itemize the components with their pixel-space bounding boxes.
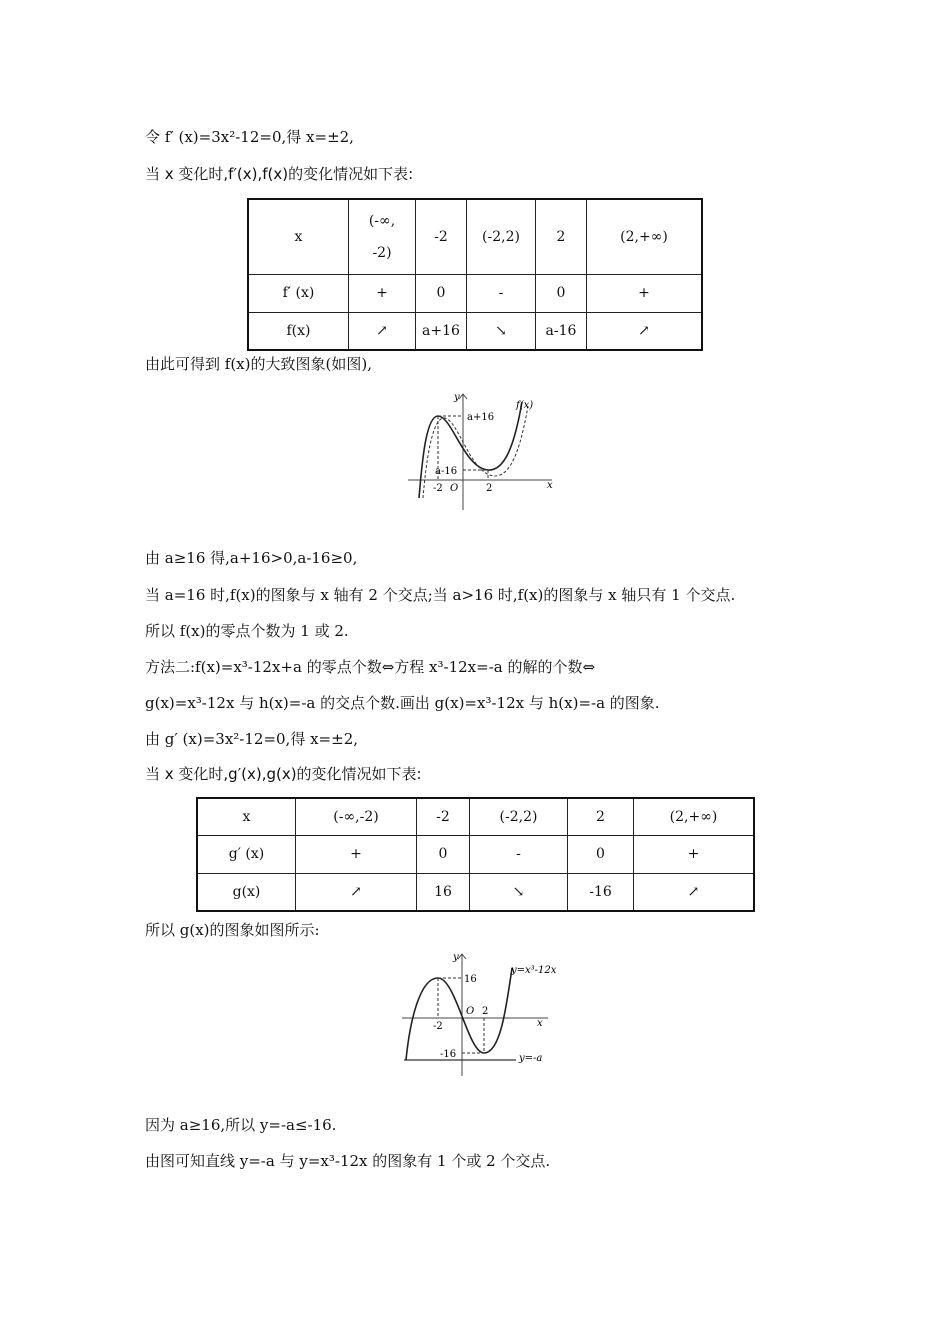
figure-f-graph: [404, 390, 556, 512]
table-cell: -2: [416, 199, 467, 274]
table-cell: 2: [568, 798, 634, 835]
table-cell: (-2,2): [470, 798, 568, 835]
text-line-5: 当 a=16 时,f(x)的图象与 x 轴有 2 个交点;当 a>16 时,f(x)的图象与 x 轴只有 1 个交点.: [145, 586, 736, 604]
text-line-1: 令 f′ (x)=3x²-12=0,得 x=±2,: [145, 128, 354, 146]
table-cell: 16: [417, 873, 470, 911]
text-line-11: 所以 g(x)的图象如图所示:: [145, 921, 320, 939]
table-row: [197, 873, 754, 911]
table-cell: a+16: [416, 312, 467, 350]
tick-label: 2: [486, 483, 493, 494]
table-row: [197, 835, 754, 873]
table-cell: x: [197, 798, 296, 835]
table-cell: a-16: [536, 312, 587, 350]
table-cell: 0: [568, 835, 634, 873]
table-cell: 2: [536, 199, 587, 274]
table-cell: -: [467, 274, 536, 312]
y-label: y: [454, 392, 460, 403]
table-cell: +: [634, 835, 755, 873]
text-line-8: g(x)=x³-12x 与 h(x)=-a 的交点个数.画出 g(x)=x³-12x 与 h(x)=-a 的图象.: [145, 694, 660, 712]
table-cell: ↗: [634, 873, 755, 911]
curve-label: f(x): [516, 400, 534, 411]
text-line-7: 方法二:f(x)=x³-12x+a 的零点个数⇔方程 x³-12x=-a 的解的个数⇔: [145, 658, 596, 676]
table-cell: 0: [536, 274, 587, 312]
table-cell: -2: [417, 798, 470, 835]
table-cell: ↘: [470, 873, 568, 911]
text-line-12: 因为 a≥16,所以 y=-a≤-16.: [145, 1116, 337, 1134]
x-label: x: [537, 1018, 543, 1029]
tick-label: -2: [433, 1021, 443, 1032]
text-line-9: 由 g′ (x)=3x²-12=0,得 x=±2,: [145, 730, 359, 748]
x-label: x: [547, 480, 553, 491]
max-label: 16: [464, 974, 477, 985]
table-cell: (2,+∞): [634, 798, 755, 835]
derivative-table-f: [247, 198, 703, 351]
origin-label: O: [466, 1006, 475, 1017]
min-label: -16: [440, 1049, 457, 1060]
table-row: [248, 199, 702, 274]
table-cell: (-2,2): [467, 199, 536, 274]
table-cell: g′ (x): [197, 835, 296, 873]
table-cell: +: [587, 274, 703, 312]
table-cell: 0: [417, 835, 470, 873]
text-line-4: 由 a≥16 得,a+16>0,a-16≥0,: [145, 549, 358, 567]
table-cell: g(x): [197, 873, 296, 911]
origin-label: O: [450, 483, 459, 494]
max-label: a+16: [467, 412, 495, 423]
line-label: y=-a: [519, 1053, 543, 1064]
curve-label: y=x³-12x: [511, 965, 557, 976]
table-cell: -16: [568, 873, 634, 911]
table-cell: f(x): [248, 312, 349, 350]
table-cell: ↗: [296, 873, 417, 911]
table-cell: (-∞,-2): [296, 798, 417, 835]
table-cell: ↗: [349, 312, 416, 350]
table-cell: x: [248, 199, 349, 274]
table-cell: +: [349, 274, 416, 312]
text-line-10: 当 x 变化时,g′(x),g(x)的变化情况如下表:: [145, 765, 422, 783]
y-label: y: [453, 952, 459, 963]
text-line-2: 当 x 变化时,f′(x),f(x)的变化情况如下表:: [145, 165, 414, 183]
curve-gx: [406, 968, 512, 1060]
figure-g-graph: [398, 950, 562, 1078]
text-line-3: 由此可得到 f(x)的大致图象(如图),: [145, 355, 372, 373]
table-cell: +: [296, 835, 417, 873]
table-cell: (2,+∞): [587, 199, 703, 274]
text-line-6: 所以 f(x)的零点个数为 1 或 2.: [145, 622, 349, 640]
tick-label: 2: [482, 1006, 489, 1017]
table-cell: -: [470, 835, 568, 873]
table-cell: ↗: [587, 312, 703, 350]
table-row: [248, 274, 702, 312]
table-cell: (-∞, -2): [349, 199, 416, 274]
derivative-table-g: [196, 797, 755, 912]
table-cell: 0: [416, 274, 467, 312]
table-row: [197, 798, 754, 835]
text-line-13: 由图可知直线 y=-a 与 y=x³-12x 的图象有 1 个或 2 个交点.: [145, 1152, 551, 1170]
min-label: a-16: [435, 466, 458, 477]
table-row: [248, 312, 702, 350]
table-cell: ↘: [467, 312, 536, 350]
tick-label: -2: [433, 483, 443, 494]
table-cell: f′ (x): [248, 274, 349, 312]
